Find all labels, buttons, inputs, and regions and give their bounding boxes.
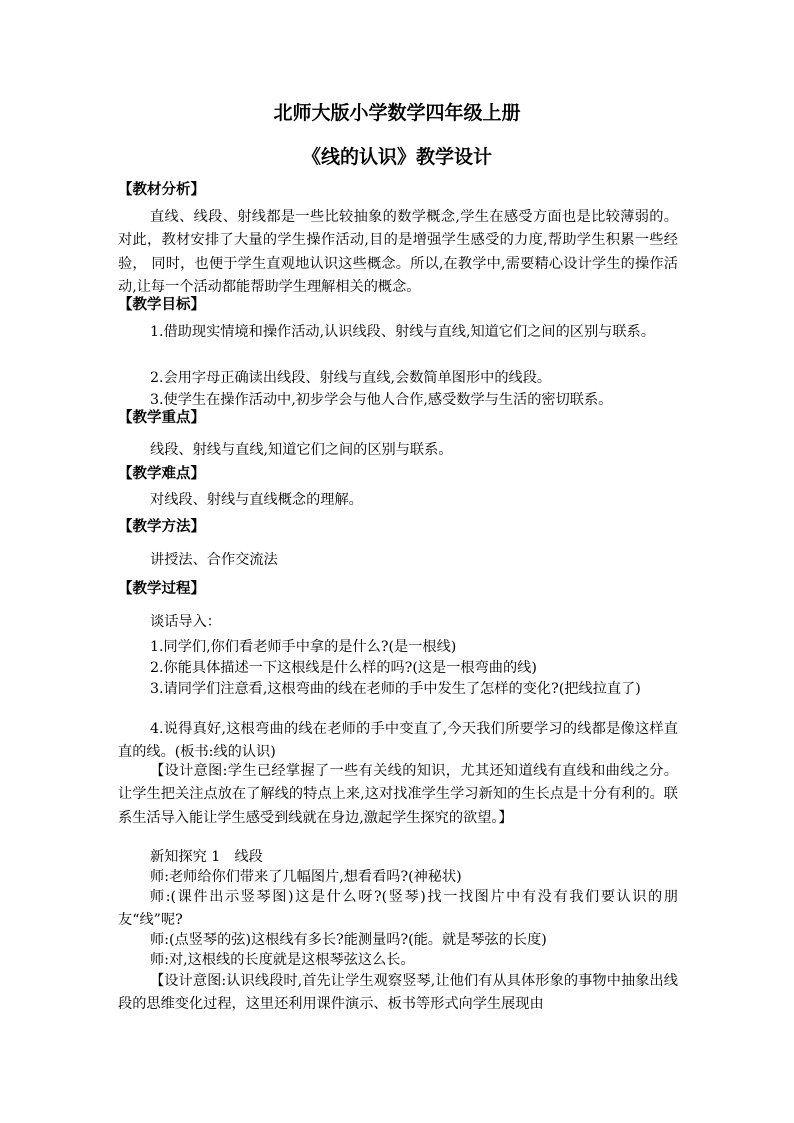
process-question-2: 2.你能具体描述一下这根线是什么样的吗?(这是一根弯曲的线): [150, 660, 537, 676]
explore-1-title: 新知探究 1 线段: [150, 849, 263, 865]
goal-item-1: 1.借助现实情境和操作活动,认识线段、射线与直线,知道它们之间的区别与联系。: [150, 324, 655, 340]
heading-teaching-difficulties: 【教学难点】: [118, 466, 205, 482]
heading-teaching-methods: 【教学方法】: [118, 519, 205, 535]
process-question-4: 4.说得真好,这根弯曲的线在老师的手中变直了,今天我们所要学习的线都是像这样直直的线。(板书:线的认识): [118, 721, 678, 761]
heading-teaching-goals: 【教学目标】: [118, 297, 205, 313]
teacher-line-2: 师:(课件出示竖琴图)这是什么呀?(竖琴)找一找图片中有没有我们要认识的朋友“线”呢?: [118, 889, 678, 929]
paragraph-textbook-analysis: 直线、线段、射线都是一些比较抽象的数学概念,学生在感受方面也是比较薄弱的。对此，教材安排了大量的学生操作活动,目的是增强学生感受的力度,帮助学生积累一些经验， 同时，也便于学生直观地认识这些概念。所以,在教学中,需要精心设计学生的操作活动,让每一个活动都能帮助学生理解相关的概念。: [118, 209, 678, 295]
teacher-line-1: 师:老师给你们带来了几幅图片,想看看吗?(神秘状): [150, 869, 462, 885]
methods-text: 讲授法、合作交流法: [150, 552, 278, 568]
heading-teaching-process: 【教学过程】: [118, 581, 205, 597]
process-intro: 谈话导入：: [150, 614, 221, 630]
heading-teaching-key-points: 【教学重点】: [118, 410, 205, 426]
document-title: 北师大版小学数学四年级上册: [273, 102, 521, 124]
design-intent-1: 【设计意图:学生已经掌握了一些有关线的知识，尤其还知道线有直线和曲线之分。让学生把关注点放在了解线的特点上来,这对找准学生学习新知的生长点是十分有利的。联系生活导入能让学生感受到线就在身边,激起学生探究的欲望。】: [118, 763, 678, 826]
goal-item-2: 2.会用字母正确读出线段、射线与直线,会数简单图形中的线段。: [150, 370, 552, 386]
difficulties-text: 对线段、射线与直线概念的理解。: [150, 492, 363, 508]
process-question-3: 3.请同学们注意看,这根弯曲的线在老师的手中发生了怎样的变化?(把线拉直了): [150, 681, 641, 697]
process-question-1: 1.同学们,你们看老师手中拿的是什么?(是一根线): [150, 639, 457, 655]
heading-textbook-analysis: 【教材分析】: [118, 182, 205, 198]
key-points-text: 线段、射线与直线,知道它们之间的区别与联系。: [150, 442, 453, 458]
teacher-line-4: 师:对,这根线的长度就是这根琴弦这么长。: [150, 952, 415, 968]
document-subtitle: 《线的认识》教学设计: [301, 146, 492, 168]
design-intent-2: 【设计意图:认识线段时,首先让学生观察竖琴,让他们有从具体形象的事物中抽象出线段的思维变化过程，这里还利用课件演示、板书等形式向学生展现由: [118, 973, 678, 1013]
teacher-line-3: 师:(点竖琴的弦)这根线有多长?能测量吗?(能。就是琴弦的长度): [150, 932, 547, 948]
goal-item-3: 3.使学生在操作活动中,初步学会与他人合作,感受数学与生活的密切联系。: [150, 392, 613, 408]
